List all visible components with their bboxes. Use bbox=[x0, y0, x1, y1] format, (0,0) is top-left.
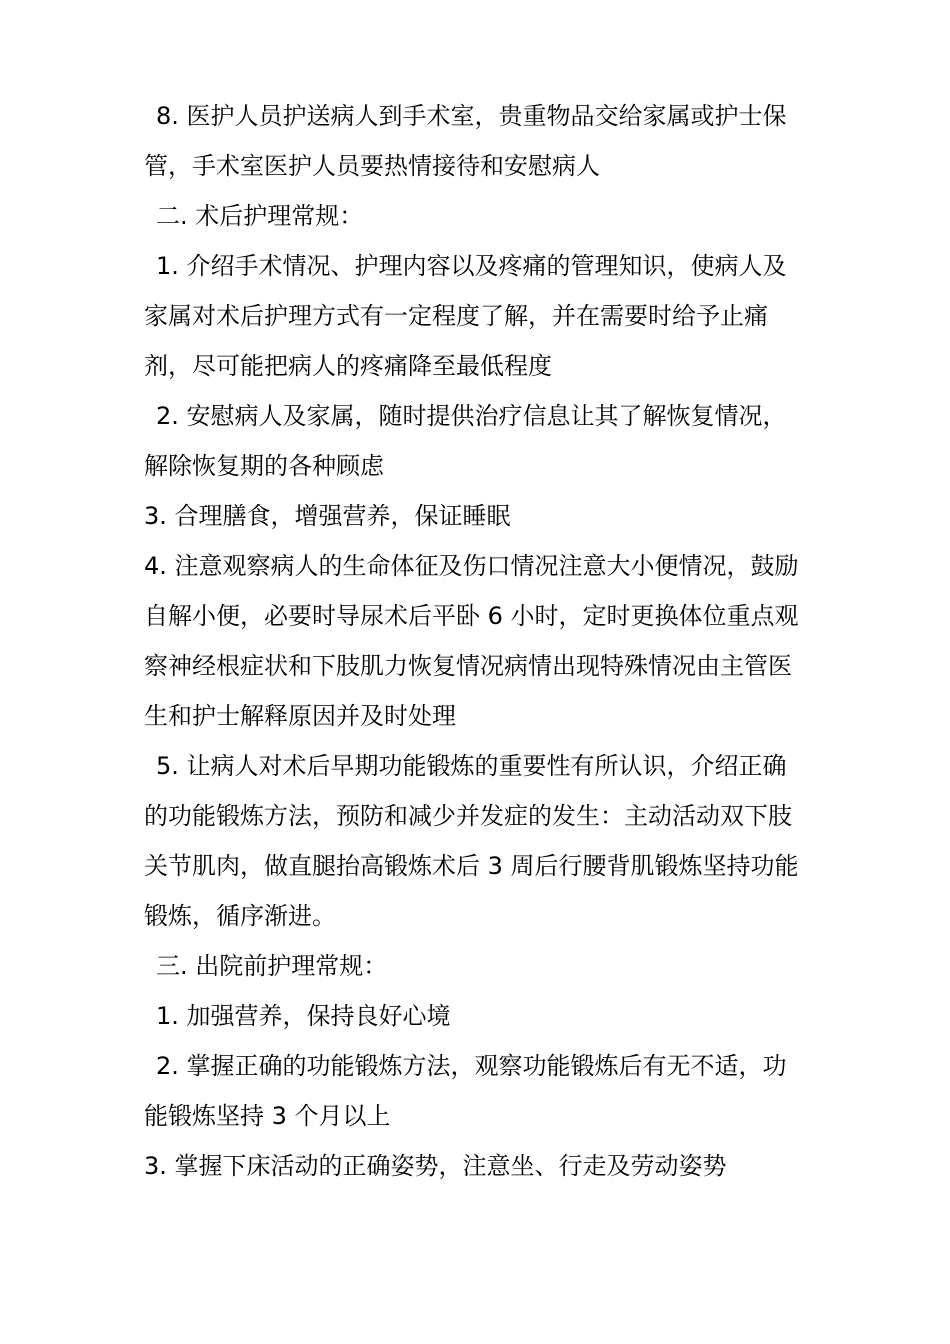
paragraph-line: 3. 合理膳食，增强营养，保证睡眠 bbox=[144, 502, 511, 530]
paragraph-line: 察神经根症状和下肢肌力恢复情况病情出现特殊情况由主管医 bbox=[144, 652, 792, 680]
document-body bbox=[144, 91, 814, 1191]
paragraph-line: 8. 医护人员护送病人到手术室，贵重物品交给家属或护士保 bbox=[156, 102, 787, 130]
section-heading: 二. 术后护理常规： bbox=[156, 202, 364, 230]
paragraph-line: 自解小便，必要时导尿术后平卧 6 小时，定时更换体位重点观 bbox=[144, 602, 799, 630]
paragraph-line: 3. 掌握下床活动的正确姿势，注意坐、行走及劳动姿势 bbox=[144, 1152, 727, 1180]
paragraph-line: 家属对术后护理方式有一定程度了解，并在需要时给予止痛 bbox=[144, 302, 768, 330]
paragraph-line: 剂，尽可能把病人的疼痛降至最低程度 bbox=[144, 352, 552, 380]
paragraph-line: 5. 让病人对术后早期功能锻炼的重要性有所认识，介绍正确 bbox=[156, 752, 787, 780]
paragraph-line: 管，手术室医护人员要热情接待和安慰病人 bbox=[144, 152, 600, 180]
section-heading: 三. 出院前护理常规： bbox=[156, 952, 388, 980]
paragraph-line: 能锻炼坚持 3 个月以上 bbox=[144, 1102, 391, 1130]
paragraph-line: 的功能锻炼方法，预防和减少并发症的发生：主动活动双下肢 bbox=[144, 802, 792, 830]
paragraph-line: 关节肌肉，做直腿抬高锻炼术后 3 周后行腰背肌锻炼坚持功能 bbox=[144, 852, 799, 880]
paragraph-line: 1. 加强营养，保持良好心境 bbox=[156, 1002, 451, 1030]
paragraph-line: 2. 掌握正确的功能锻炼方法，观察功能锻炼后有无不适，功 bbox=[156, 1052, 787, 1080]
paragraph-line: 解除恢复期的各种顾虑 bbox=[144, 452, 384, 480]
paragraph-line: 1. 介绍手术情况、护理内容以及疼痛的管理知识，使病人及 bbox=[156, 252, 787, 280]
paragraph-line: 4. 注意观察病人的生命体征及伤口情况注意大小便情况，鼓励 bbox=[144, 552, 799, 580]
paragraph-line: 锻炼，循序渐进。 bbox=[144, 902, 336, 930]
paragraph-line: 2. 安慰病人及家属，随时提供治疗信息让其了解恢复情况， bbox=[156, 402, 787, 430]
paragraph-line: 生和护士解释原因并及时处理 bbox=[144, 702, 456, 730]
